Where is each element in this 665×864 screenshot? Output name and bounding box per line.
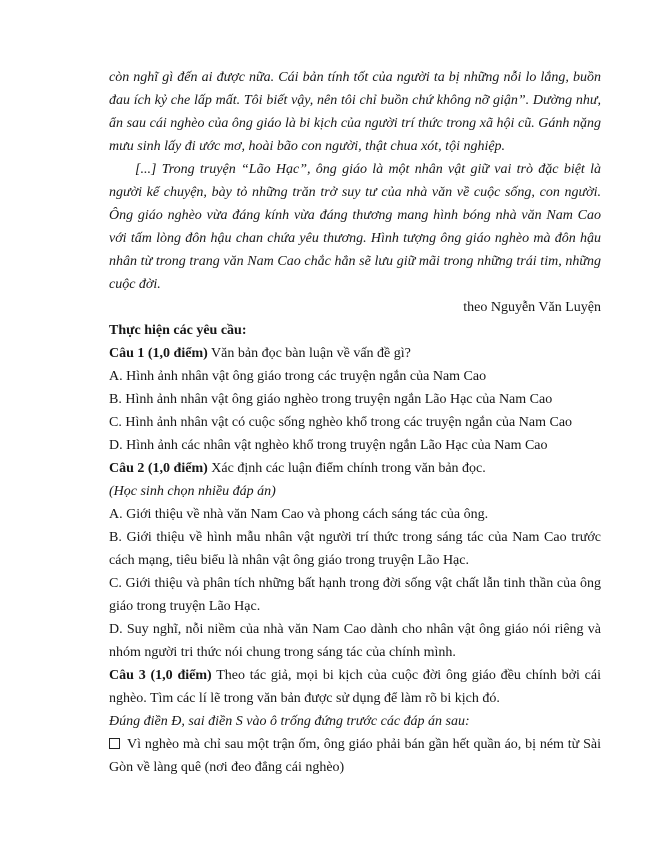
question-2-option-b: B. Giới thiệu về hình mẫu nhân vật người trí thức trong sáng tác của Nam Cao trước cách mạng, tiêu biểu là nhân vật ông giáo trong truyện Lão Hạc. bbox=[109, 530, 601, 568]
question-3-tf-item-1 bbox=[109, 733, 601, 779]
question-3-text: Theo tác giả, mọi bi kịch của cuộc đời ông giáo đều chính bởi cái nghèo. Tìm các lí lẽ trong văn bản được sử dụng để làm rõ bi kịch đó. bbox=[109, 668, 602, 706]
question-3 bbox=[109, 664, 601, 710]
empty-checkbox-icon bbox=[109, 738, 120, 749]
question-3-label: Câu 3 (1,0 điểm) bbox=[109, 668, 212, 683]
question-1 bbox=[109, 342, 601, 365]
question-2-note: (Học sinh chọn nhiều đáp án) bbox=[109, 484, 276, 499]
question-2-text: Xác định các luận điểm chính trong văn bản đọc. bbox=[211, 461, 486, 476]
attribution: theo Nguyễn Văn Luyện bbox=[463, 300, 601, 315]
question-2 bbox=[109, 457, 601, 480]
passage-paragraph-1: còn nghĩ gì đến ai được nữa. Cái bản tính tốt của người ta bị những nỗi lo lắng, buồn đau ích kỷ che lấp mất. Tôi biết vậy, nên tôi chỉ buồn chứ không nỡ giận”. Dường như, ẩn sau cái nghèo của ông giáo là bi kịch của người trí thức trong xã hội cũ. Gánh nặng mưu sinh lấy đi ước mơ, hoài bão con người, thật chua xót, tội nghiệp. bbox=[109, 70, 601, 154]
question-2-option-c: C. Giới thiệu và phân tích những bất hạnh trong đời sống vật chất lẫn tinh thần của ông giáo trong truyện Lão Hạc. bbox=[109, 576, 601, 614]
question-1-option-c: C. Hình ảnh nhân vật có cuộc sống nghèo khổ trong các truyện ngắn của Nam Cao bbox=[109, 415, 573, 430]
question-1-option-d: D. Hình ảnh các nhân vật nghèo khổ trong truyện ngắn Lão Hạc của Nam Cao bbox=[109, 438, 548, 453]
question-2-option-a: A. Giới thiệu về nhà văn Nam Cao và phong cách sáng tác của ông. bbox=[109, 507, 489, 522]
question-1-text: Văn bản đọc bàn luận về vấn đề gì? bbox=[211, 346, 411, 361]
passage-paragraph-2: [...] Trong truyện “Lão Hạc”, ông giáo là một nhân vật giữ vai trò đặc biệt là người kể chuyện, bày tỏ những trăn trở suy tư của nhà văn về cuộc sống, con người. Ông giáo nghèo vừa đáng kính vừa đáng thương mang hình bóng nhà văn Nam Cao với tấm lòng đôn hậu chan chứa yêu thương. Hình tượng ông giáo nghèo mà đôn hậu nhân từ trong trang văn Nam Cao chắc hẳn sẽ lưu giữ mãi trong những trái tim, những cuộc đời. bbox=[109, 162, 601, 292]
question-2-label: Câu 2 (1,0 điểm) bbox=[109, 461, 208, 476]
question-1-option-a: A. Hình ảnh nhân vật ông giáo trong các truyện ngắn của Nam Cao bbox=[109, 369, 487, 384]
tf-item-text: Vì nghèo mà chỉ sau một trận ốm, ông giáo phải bán gần hết quần áo, bị ném từ Sài Gòn về làng quê (nơi đeo đẳng cái nghèo) bbox=[109, 737, 601, 775]
question-1-option-b: B. Hình ảnh nhân vật ông giáo nghèo trong truyện ngắn Lão Hạc của Nam Cao bbox=[109, 392, 553, 407]
requirements-heading: Thực hiện các yêu cầu: bbox=[109, 323, 247, 338]
question-2-option-d: D. Suy nghĩ, nỗi niềm của nhà văn Nam Cao dành cho nhân vật ông giáo nói riêng và nhóm người tri thức nói chung trong sáng tác của chính mình. bbox=[109, 622, 601, 660]
question-1-label: Câu 1 (1,0 điểm) bbox=[109, 346, 208, 361]
question-3-instruction: Đúng điền Đ, sai điền S vào ô trống đứng trước các đáp án sau: bbox=[109, 714, 470, 729]
